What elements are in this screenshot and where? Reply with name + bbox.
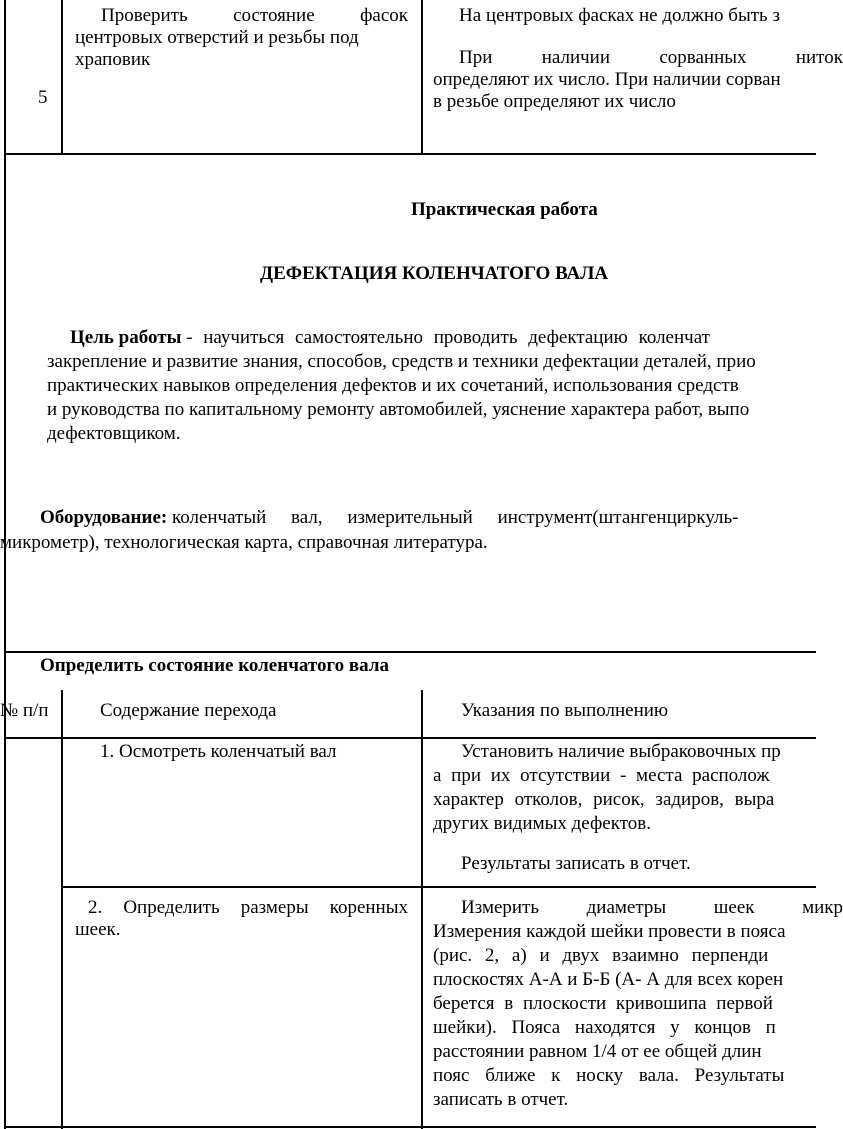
note-text-line: пояс ближе к носку вала. Результаты bbox=[433, 1065, 785, 1086]
note-text-line: расстоянии равном 1/4 от ее общей длин bbox=[433, 1041, 762, 1062]
word: ниток bbox=[795, 47, 843, 68]
word: наличии bbox=[541, 47, 611, 68]
equipment-text-line: микрометр), технологическая карта, справочная литература. bbox=[0, 532, 488, 553]
note-text-line bbox=[433, 897, 843, 919]
note-text-line: а при их отсутствии - места располож bbox=[433, 765, 770, 786]
row-divider-table-title bbox=[4, 651, 816, 653]
word: коренных bbox=[329, 897, 408, 918]
note-text-line: Результаты записать в отчет. bbox=[461, 853, 691, 874]
word: сорванных bbox=[659, 47, 747, 68]
goal-first-line bbox=[47, 327, 837, 349]
step-cell bbox=[75, 5, 408, 71]
equipment-first-line bbox=[0, 507, 830, 529]
note-text-line: других видимых дефектов. bbox=[433, 813, 651, 834]
note-text-line: На центровых фасках не должно быть з bbox=[459, 5, 780, 26]
row-2-note bbox=[433, 897, 843, 1111]
equipment-label: Оборудование: bbox=[40, 507, 168, 528]
practical-heading: Практическая работа bbox=[411, 199, 598, 220]
header-instructions: Указания по выполнению bbox=[461, 700, 669, 721]
word: Измерить bbox=[461, 897, 540, 918]
column-divider-1 bbox=[61, 690, 63, 1129]
note-text-line: в резьбе определяют их число bbox=[433, 91, 676, 112]
row-divider-header bbox=[4, 737, 816, 739]
step-text-line: центровых отверстий и резьбы под bbox=[75, 27, 359, 48]
step-text-line bbox=[75, 897, 408, 919]
note-text-line: записать в отчет. bbox=[433, 1089, 569, 1110]
step-text-line: шеек. bbox=[75, 919, 121, 940]
header-step: Содержание перехода bbox=[100, 700, 277, 721]
row-1-note bbox=[433, 741, 833, 875]
note-text-line: берется в плоскости кривошипа первой bbox=[433, 993, 773, 1014]
row-divider-top bbox=[4, 153, 816, 155]
note-text-line: шейки). Пояса находятся у концов п bbox=[433, 1017, 776, 1038]
header-number: № п/п bbox=[0, 700, 49, 721]
goal-paragraph bbox=[47, 327, 837, 445]
practical-title: ДЕФЕКТАЦИЯ КОЛЕНЧАТОГО ВАЛА bbox=[260, 263, 609, 284]
word: фасок bbox=[360, 5, 408, 26]
column-divider-1-top bbox=[61, 0, 63, 153]
goal-text-line: закрепление и развитие знания, способов, средств и техники дефектации деталей, прио bbox=[47, 351, 756, 372]
row-1-step: 1. Осмотреть коленчатый вал bbox=[100, 741, 337, 762]
row-2-step bbox=[75, 897, 408, 941]
note-text-line: Установить наличие выбраковочных пр bbox=[461, 741, 781, 762]
word: диаметры bbox=[586, 897, 667, 918]
note-cell bbox=[433, 5, 843, 113]
note-text-line: (рис. 2, а) и двух взаимно перпенди bbox=[433, 945, 769, 966]
column-divider-2 bbox=[421, 690, 423, 1129]
note-text-line: плоскостях А-А и Б-Б (А- А для всех корен bbox=[433, 969, 784, 990]
table-border-left bbox=[4, 0, 6, 1129]
column-divider-2-top bbox=[421, 0, 423, 153]
word: Определить bbox=[123, 897, 220, 918]
word: состояние bbox=[233, 5, 315, 26]
table-border-bottom bbox=[4, 1126, 816, 1128]
goal-text-line: дефектовщиком. bbox=[47, 423, 181, 444]
note-text-line: определяют их число. При наличии сорван bbox=[433, 69, 781, 90]
goal-text-line: и руководства по капитальному ремонту автомобилей, уяснение характера работ, выпо bbox=[47, 399, 750, 420]
goal-text-line: практических навыков определения дефектов и их сочетаний, использования средств bbox=[47, 375, 739, 396]
note-text-line bbox=[433, 47, 843, 69]
word: Проверить bbox=[101, 5, 188, 26]
note-text-line: характер отколов, рисок, задиров, выра bbox=[433, 789, 775, 810]
note-text-line: Измерения каждой шейки провести в пояса bbox=[433, 921, 786, 942]
word: шеек bbox=[713, 897, 755, 918]
step-text-line: храповик bbox=[75, 49, 151, 70]
equipment-paragraph bbox=[0, 507, 830, 554]
row-divider-1 bbox=[61, 886, 816, 888]
row-number: 5 bbox=[38, 87, 48, 108]
word: 2. bbox=[88, 897, 103, 918]
word: размеры bbox=[240, 897, 309, 918]
step-text-line bbox=[75, 5, 408, 27]
goal-label: Цель работы bbox=[70, 327, 182, 348]
goal-text: - научиться самостоятельно проводить дефектацию коленчат bbox=[186, 327, 710, 348]
equipment-text: коленчатый вал, измерительный инструмент(штангенциркуль- bbox=[171, 507, 739, 528]
word: При bbox=[459, 47, 493, 68]
word: микр bbox=[802, 897, 843, 918]
table-title: Определить состояние коленчатого вала bbox=[40, 655, 389, 676]
